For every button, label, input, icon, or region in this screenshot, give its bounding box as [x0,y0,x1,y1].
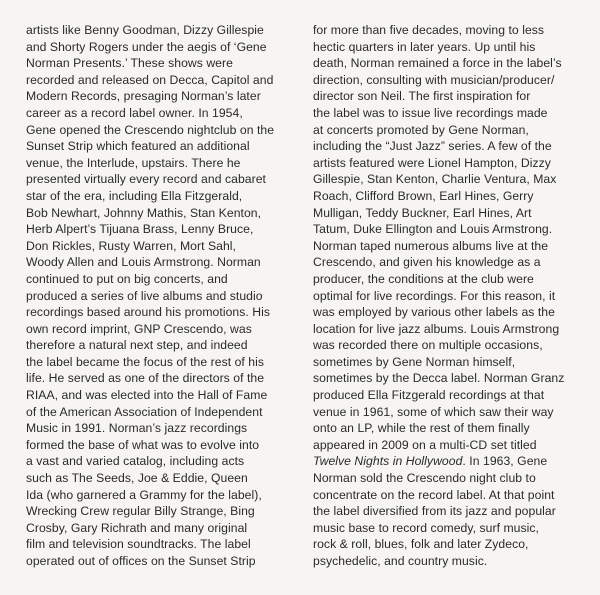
album-title-line-rest: . In 1963, Gene [462,454,548,469]
text-line: optimal for live recordings. For this reason, it [313,288,556,303]
text-line: Music in 1991. Norman’s jazz recordings [26,421,248,436]
text-line: for more than five decades, moving to less [313,23,545,37]
text-line: Norman sold the Crescendo night club to [313,471,536,486]
text-line: venue in 1961, some of which saw their way [313,404,554,419]
text-line: Mulligan, Teddy Buckner, Earl Hines, Art [313,205,532,220]
text-line: RIAA, and was elected into the Hall of Fame [26,388,268,403]
text-line: producer, the conditions at the club were [313,271,534,286]
text-line: death, Norman remained a force in the label’s [313,56,562,71]
text-line: psychedelic, and country music. [313,554,488,568]
text-line: director son Neil. The first inspiration for [313,89,531,104]
text-line: career as a record label owner. In 1954, [26,105,243,120]
text-line: produced Ella Fitzgerald recordings at that [313,388,545,403]
text-line: Wrecking Crew regular Billy Strange, Bing [26,504,255,519]
text-line: therefore a natural next step, and indeed [26,338,248,353]
text-line: rock & roll, blues, folk and later Zydeco, [313,537,529,552]
text-line: sometimes by the Decca label. Norman Granz [313,371,565,386]
text-line: the label was to issue live recordings made [313,105,548,120]
text-line: was recorded there on multiple occasions, [313,338,543,353]
text-line: Don Rickles, Rusty Warren, Mort Sahl, [26,238,236,253]
text-line: and Shorty Rogers under the aegis of ‘Gene [26,39,267,54]
text-line: music base to record comedy, surf music, [313,520,539,535]
text-line: appeared in 2009 on a multi-CD set titled [313,437,537,452]
text-line: the label diversified from its jazz and popular [313,504,556,519]
text-line: direction, consulting with musician/producer/ [313,72,555,87]
text-line: location for live jazz albums. Louis Armstrong [313,321,560,336]
text-line: Norman Presents.’ These shows were [26,56,233,71]
text-line: film and television soundtracks. The label [26,537,251,552]
text-line: Woody Allen and Louis Armstrong. Norman [26,255,261,270]
text-line: at concerts promoted by Gene Norman, [313,122,529,137]
text-line: Bob Newhart, Johnny Mathis, Stan Kenton, [26,205,262,220]
text-line: own record imprint, GNP Crescendo, was [26,321,252,336]
text-line: Herb Alpert’s Tijuana Brass, Lenny Bruce, [26,222,254,237]
text-line: onto an LP, while the rest of them finally [313,421,530,436]
text-line: artists featured were Lionel Hampton, Dizzy [313,155,551,170]
text-line: life. He served as one of the directors of the [26,371,265,386]
text-line: including the “Just Jazz” series. A few of the [313,139,552,154]
text-line: Sunset Strip which featured an additional [26,139,250,154]
text-line: a vast and varied catalog, including acts [26,454,245,469]
text-line: such as The Seeds, Joe & Eddie, Queen [26,471,248,486]
text-line: Tatum, Duke Ellington and Louis Armstrong. [313,222,553,237]
text-line: recorded and released on Decca, Capitol and [26,72,274,87]
text-line: operated out of offices on the Sunset Strip [26,554,256,568]
right-text-column [313,22,583,570]
text-line: Ida (who garnered a Grammy for the label), [26,487,262,502]
text-line: Crescendo, and given his knowledge as a [313,255,541,270]
right-column-text-after [313,470,583,570]
text-line: of the American Association of Independent [26,404,263,419]
text-line: concentrate on the record label. At that point [313,487,555,502]
text-line: Gillespie, Stan Kenton, Charlie Ventura, Max [313,172,557,187]
text-line: recordings based around his promotions. His [26,305,270,320]
right-column-text-before [313,22,583,453]
text-line: continued to put on big concerts, and [26,271,228,286]
text-line: was employed by various other labels as the [313,305,555,320]
text-line: Modern Records, presaging Norman’s later [26,89,261,104]
text-line: formed the base of what was to evolve into [26,437,260,452]
left-text-column [26,22,294,570]
album-title-line [313,453,583,470]
text-line: Norman taped numerous albums live at the [313,238,549,253]
text-line: presented virtually every record and cabaret [26,172,266,187]
text-line: Crosby, Gary Richrath and many original [26,520,248,535]
text-line: hectic quarters in later years. Up until his [313,39,536,54]
text-line: star of the era, including Ella Fitzgerald, [26,188,243,203]
text-line: artists like Benny Goodman, Dizzy Gillespie [26,23,264,37]
album-title-italic: Twelve Nights in Hollywood [313,454,463,469]
text-line: produced a series of live albums and studio [26,288,263,303]
text-line: Roach, Clifford Brown, Earl Hines, Gerry [313,188,534,203]
text-line: venue, the Interlude, upstairs. There he [26,155,241,170]
text-line: Gene opened the Crescendo nightclub on the [26,122,275,137]
text-line: sometimes by Gene Norman himself, [313,354,516,369]
text-line: the label became the focus of the rest of his [26,354,265,369]
